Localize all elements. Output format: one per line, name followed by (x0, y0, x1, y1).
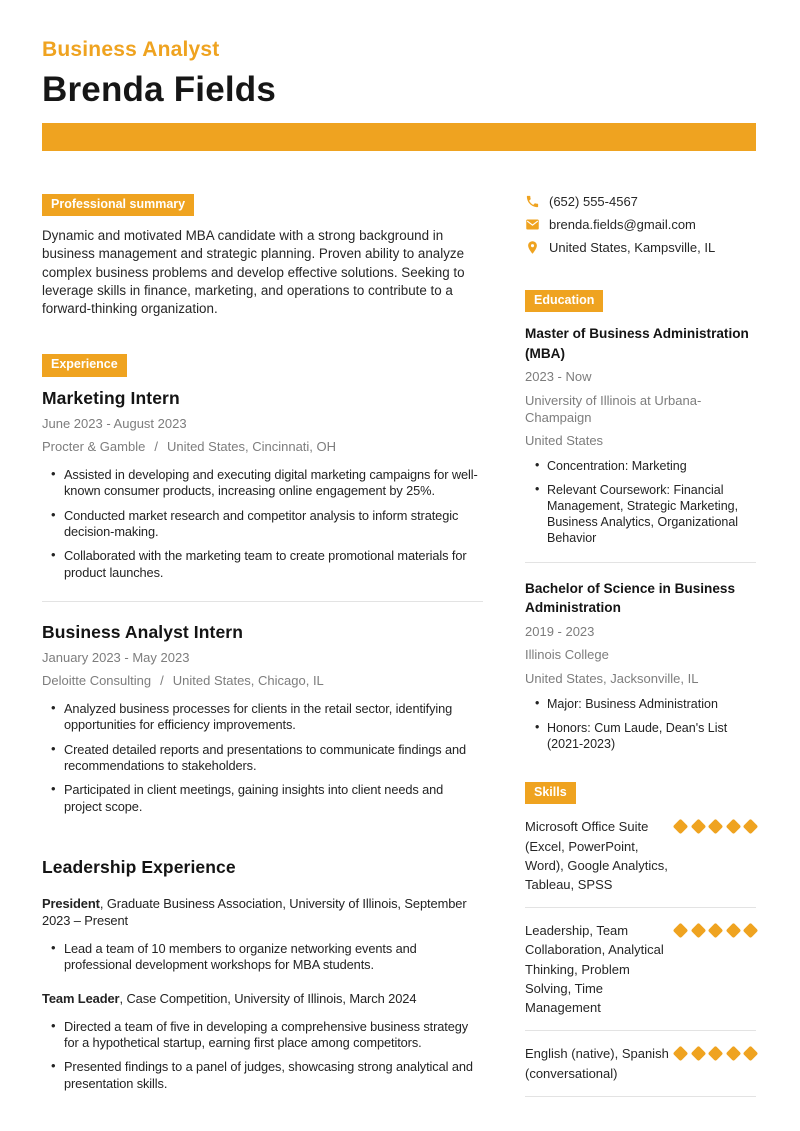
job-company-line (42, 673, 483, 690)
experience-badge: Experience (42, 354, 127, 377)
experience-section (42, 354, 483, 815)
left-column (42, 194, 483, 1097)
leadership-role-details: , Graduate Business Association, University of Illinois, September 2023 – Present (42, 896, 467, 929)
diamond-icon (673, 923, 689, 939)
contact-location-row (525, 240, 756, 255)
job-bullet: • Collaborated with the marketing team to create promotional materials for product launches. (64, 548, 483, 581)
degree-title: Bachelor of Science in Business Administration (525, 580, 736, 616)
skill-divider (525, 1096, 756, 1097)
contact-section (525, 194, 756, 255)
job-company: Deloitte Consulting (42, 672, 152, 688)
leadership-bullet: • Presented findings to a panel of judges, showcasing strong analytical and presentation skills. (64, 1059, 483, 1092)
diamond-icon (725, 819, 741, 835)
skill-label: Microsoft Office Suite (Excel, PowerPoint, Word), Google Analytics, Tableau, SPSS (525, 819, 668, 893)
skill-label: English (native), Spanish (conversational) (525, 1046, 669, 1081)
separator: / (160, 672, 164, 688)
resume-columns (42, 194, 756, 1097)
job-company: Procter & Gamble (42, 438, 146, 454)
leadership-role-title: Team Leader (42, 991, 120, 1007)
diamond-icon (690, 1046, 706, 1062)
candidate-name: Brenda Fields (42, 70, 277, 110)
resume-header (42, 38, 756, 151)
job-title: Business Analyst (42, 38, 220, 61)
skills-badge: Skills (525, 782, 576, 805)
job-title-heading: Business Analyst Intern (42, 622, 244, 643)
contact-location: United States, Kampsville, IL (549, 239, 716, 255)
education-entry (525, 324, 756, 546)
job-dates: January 2023 - May 2023 (42, 650, 190, 666)
diamond-icon (743, 923, 759, 939)
leadership-bullets (42, 941, 483, 974)
education-bullets (525, 696, 756, 752)
leadership-role-title: President (42, 896, 100, 912)
skill-row (525, 817, 756, 894)
education-dates: 2023 - Now (525, 369, 592, 385)
diamond-icon (708, 923, 724, 939)
job-bullet: • Conducted market research and competitor analysis to inform strategic decision-making. (64, 508, 483, 541)
summary-badge: Professional summary (42, 194, 194, 217)
job-title-heading: Marketing Intern (42, 387, 180, 408)
skill-rating (675, 817, 756, 832)
contact-phone: (652) 555-4567 (549, 193, 638, 209)
job-location: United States, Chicago, IL (172, 672, 324, 688)
job-bullets (42, 701, 483, 815)
job-company-line (42, 439, 483, 456)
map-pin-icon (525, 240, 540, 255)
leadership-role-line (42, 990, 483, 1007)
degree-title: Master of Business Administration (MBA) (525, 326, 749, 361)
skill-row (525, 921, 756, 1017)
job-bullet: • Analyzed business processes for clients in the retail sector, identifying opportunities for efficiency improvements. (64, 701, 483, 734)
education-bullet: • Honors: Cum Laude, Dean's List (2021-2023) (547, 720, 756, 752)
education-badge: Education (525, 290, 603, 313)
phone-icon (525, 194, 540, 209)
separator: / (154, 438, 158, 454)
diamond-icon (690, 923, 706, 939)
education-school: Illinois College (525, 647, 609, 663)
diamond-icon (690, 819, 706, 835)
skill-rating (675, 1044, 756, 1059)
diamond-icon (743, 819, 759, 835)
job-location: United States, Cincinnati, OH (166, 438, 337, 454)
skill-divider (525, 907, 756, 908)
section-divider (42, 601, 483, 602)
diamond-icon (673, 819, 689, 835)
diamond-icon (725, 1046, 741, 1062)
skills-section (525, 752, 756, 1097)
contact-email-row (525, 217, 756, 232)
education-section (525, 263, 756, 752)
skill-label: Leadership, Team Collaboration, Analytical Thinking, Problem Solving, Time Management (525, 923, 664, 1016)
skill-rating (675, 921, 756, 936)
skill-divider (525, 1030, 756, 1031)
job-bullet: • Assisted in developing and executing digital marketing campaigns for well-known consumer products, increasing online engagement by 25%. (64, 467, 483, 500)
job-entry (42, 622, 483, 815)
education-location: United States (525, 433, 604, 449)
right-column (525, 194, 756, 1097)
leadership-role-details: , Case Competition, University of Illinois, March 2024 (119, 991, 417, 1007)
education-entry (525, 579, 756, 752)
diamond-icon (673, 1046, 689, 1062)
education-bullet: • Concentration: Marketing (547, 458, 756, 474)
accent-bar (42, 123, 756, 151)
job-bullets (42, 467, 483, 581)
contact-email: brenda.fields@gmail.com (549, 216, 696, 232)
envelope-icon (525, 217, 540, 232)
leadership-bullets (42, 1019, 483, 1093)
leadership-role-line (42, 895, 483, 930)
job-dates: June 2023 - August 2023 (42, 415, 187, 431)
education-bullet: • Major: Business Administration (547, 696, 756, 712)
job-bullet: • Created detailed reports and presentations to communicate findings and recommendations to stakeholders. (64, 742, 483, 775)
summary-text: Dynamic and motivated MBA candidate with a strong background in business management and strategic planning. Proven ability to analyze complex business problems and develop effective solutions. Seeking to leverage skills in finance, marketing, and operations to contribute to a forward-thinking organization. (42, 228, 465, 317)
education-school: University of Illinois at Urbana-Champaign (525, 392, 702, 425)
education-bullet: • Relevant Coursework: Financial Management, Strategic Marketing, Business Analytics, Organizational Behavior (547, 482, 756, 546)
diamond-icon (708, 819, 724, 835)
diamond-icon (725, 923, 741, 939)
diamond-icon (743, 1046, 759, 1062)
leadership-bullet: • Directed a team of five in developing a comprehensive business strategy for a hypothetical startup, earning first place among competitors. (64, 1019, 483, 1052)
leadership-section (42, 857, 483, 1092)
section-divider (525, 562, 756, 563)
education-bullets (525, 458, 756, 546)
diamond-icon (708, 1046, 724, 1062)
skill-row (525, 1044, 756, 1082)
job-bullet: • Participated in client meetings, gaining insights into client needs and project scope. (64, 782, 483, 815)
education-location: United States, Jacksonville, IL (525, 670, 699, 686)
contact-phone-row (525, 194, 756, 209)
leadership-bullet: • Lead a team of 10 members to organize networking events and professional development workshops for MBA students. (64, 941, 483, 974)
job-entry (42, 388, 483, 581)
leadership-heading: Leadership Experience (42, 857, 236, 878)
education-dates: 2019 - 2023 (525, 624, 595, 640)
